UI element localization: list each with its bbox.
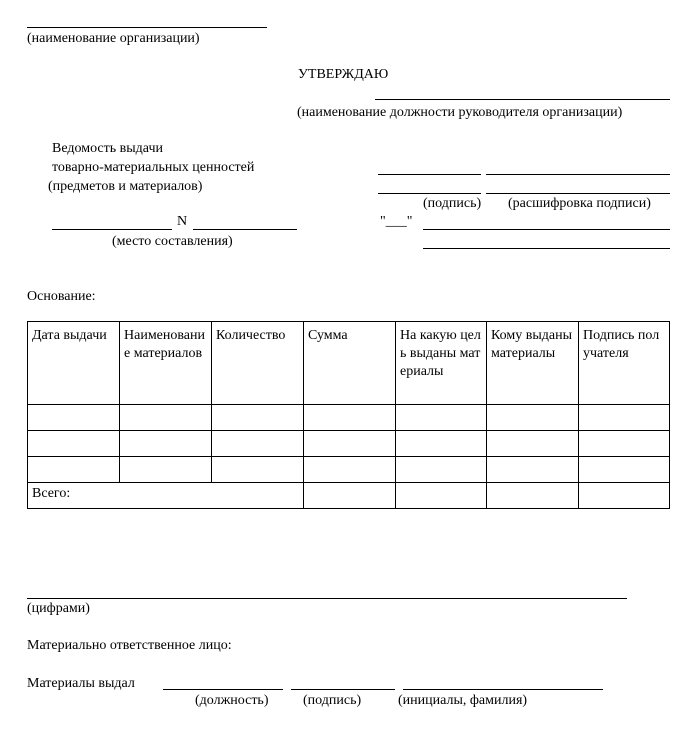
table-cell[interactable] <box>487 431 579 457</box>
col-sum-header: Сумма <box>304 322 396 405</box>
issuer-signature-line[interactable] <box>291 689 395 690</box>
table-cell[interactable] <box>487 405 579 431</box>
org-name-line[interactable] <box>27 27 267 28</box>
head-position-line[interactable] <box>375 99 670 100</box>
col-purpose-header: На какую цель выданы материалы <box>396 322 487 405</box>
table-cell[interactable] <box>212 431 304 457</box>
table-row <box>28 431 670 457</box>
table-total-row <box>28 483 670 509</box>
table-row <box>28 405 670 431</box>
doc-title-line1: Ведомость выдачи <box>52 141 163 156</box>
table-cell[interactable] <box>212 457 304 483</box>
date-month-year-line[interactable] <box>423 229 670 230</box>
date-day: "___" <box>380 214 413 229</box>
table-cell[interactable] <box>120 431 212 457</box>
issue-table <box>27 321 670 509</box>
table-cell[interactable] <box>396 483 487 509</box>
table-cell[interactable] <box>579 457 670 483</box>
table-cell[interactable] <box>120 457 212 483</box>
signature-line-2[interactable] <box>378 193 481 194</box>
issuer-signature-caption: (подпись) <box>303 693 362 708</box>
signature-decode-line-2[interactable] <box>486 193 670 194</box>
table-cell[interactable] <box>396 431 487 457</box>
table-cell[interactable] <box>120 405 212 431</box>
col-material-name-header: Наименование материалов <box>120 322 212 405</box>
table-cell[interactable] <box>396 405 487 431</box>
table-cell[interactable] <box>487 457 579 483</box>
col-signature-header: Подпись получателя <box>579 322 670 405</box>
signature-line-1[interactable] <box>378 174 481 175</box>
table-cell[interactable] <box>212 405 304 431</box>
number-line[interactable] <box>193 229 297 230</box>
issuer-position-line[interactable] <box>163 689 283 690</box>
head-position-caption: (наименование должности руководителя организации) <box>297 105 623 120</box>
table-cell[interactable] <box>579 405 670 431</box>
digits-caption: (цифрами) <box>27 601 90 616</box>
doc-title-line3: (предметов и материалов) <box>48 179 203 194</box>
approve-title: УТВЕРЖДАЮ <box>298 67 389 82</box>
issued-label: Материалы выдал <box>27 676 135 691</box>
basis-label: Основание: <box>27 289 96 304</box>
table-cell[interactable] <box>28 431 120 457</box>
total-label-cell: Всего: <box>28 483 304 509</box>
table-cell[interactable] <box>579 483 670 509</box>
total-sum-cell[interactable] <box>304 483 396 509</box>
responsible-label: Материально ответственное лицо: <box>27 638 232 653</box>
number-label: N <box>177 214 188 229</box>
table-cell[interactable] <box>304 405 396 431</box>
name-caption: (инициалы, фамилия) <box>398 693 528 708</box>
table-cell[interactable] <box>28 405 120 431</box>
table-cell[interactable] <box>28 457 120 483</box>
table-cell[interactable] <box>304 431 396 457</box>
col-quantity-header: Количество <box>212 322 304 405</box>
signature-decode-caption: (расшифровка подписи) <box>508 196 651 211</box>
table-cell[interactable] <box>304 457 396 483</box>
date-extra-line[interactable] <box>423 248 670 249</box>
col-date-header: Дата выдачи <box>28 322 120 405</box>
position-caption: (должность) <box>195 693 269 708</box>
table-cell[interactable] <box>396 457 487 483</box>
total-digits-line[interactable] <box>27 598 627 599</box>
org-name-caption: (наименование организации) <box>27 31 200 46</box>
table-cell[interactable] <box>579 431 670 457</box>
col-recipient-header: Кому выданы материалы <box>487 322 579 405</box>
place-caption: (место составления) <box>112 234 233 249</box>
signature-caption: (подпись) <box>423 196 482 211</box>
issuer-name-line[interactable] <box>403 689 603 690</box>
table-cell[interactable] <box>487 483 579 509</box>
doc-title-line2: товарно-материальных ценностей <box>52 160 255 175</box>
signature-decode-line-1[interactable] <box>486 174 670 175</box>
table-row <box>28 457 670 483</box>
table-header-row <box>28 322 670 405</box>
place-line[interactable] <box>52 229 172 230</box>
